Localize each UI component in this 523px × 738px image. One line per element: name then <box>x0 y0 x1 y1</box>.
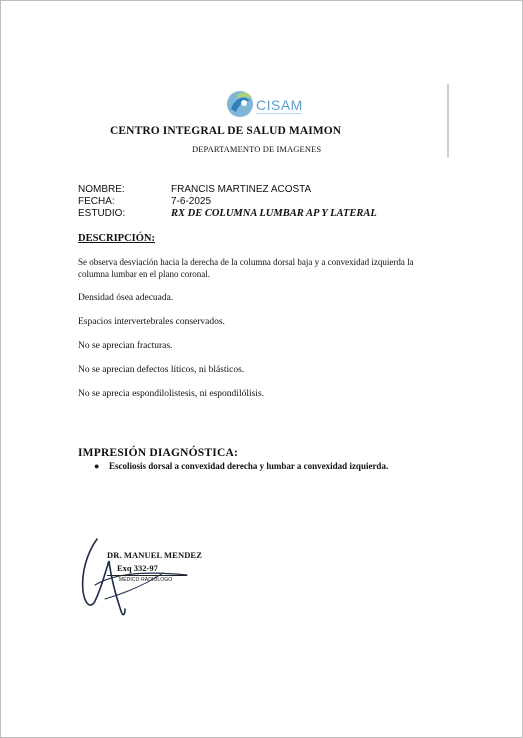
organization-name: CENTRO INTEGRAL DE SALUD MAIMON <box>110 125 342 137</box>
cisam-logo <box>223 87 307 121</box>
date-label: FECHA: <box>78 196 115 207</box>
doctor-role: MÉDICO RADIÓLOGO <box>119 577 173 583</box>
description-paragraph: Densidad ósea adecuada. <box>78 293 174 303</box>
patient-name: FRANCIS MARTINEZ ACOSTA <box>171 184 312 195</box>
impression-item <box>94 461 424 472</box>
description-paragraph: Se observa desviación hacia la derecha de la columna dorsal baja y a convexidad izquierda la columna lumbar en el plano coronal. <box>78 257 414 279</box>
department-name: DEPARTAMENTO DE IMAGENES <box>192 144 322 154</box>
margin-marker <box>447 84 449 158</box>
study-name: RX DE COLUMNA LUMBAR AP Y LATERAL <box>171 208 377 219</box>
impression-text: Escoliosis dorsal a convexidad derecha y lumbar a convexidad izquierda. <box>109 461 389 471</box>
study-label: ESTUDIO: <box>78 208 126 219</box>
impression-list <box>94 461 424 472</box>
doctor-exequatur: Exq 332-97 <box>117 563 158 573</box>
description-paragraph: Espacios intervertebrales conservados. <box>78 317 225 327</box>
description-paragraph: No se aprecian fracturas. <box>78 341 173 351</box>
bullet-icon: ● <box>94 461 100 471</box>
signature-line <box>107 575 187 576</box>
description-paragraph: No se aprecian defectos líticos, ni blásticos. <box>78 365 245 375</box>
svg-text:CISAM: CISAM <box>256 97 303 113</box>
doctor-name: DR. MANUEL MENDEZ <box>107 550 202 560</box>
description-title: DESCRIPCIÓN: <box>78 233 156 244</box>
impression-title: IMPRESIÓN DIAGNÓSTICA: <box>78 447 238 459</box>
description-paragraph: No se aprecia espondilolistesis, ni espondilólisis. <box>78 389 265 399</box>
report-date: 7-6-2025 <box>171 196 212 207</box>
name-label: NOMBRE: <box>78 184 125 195</box>
